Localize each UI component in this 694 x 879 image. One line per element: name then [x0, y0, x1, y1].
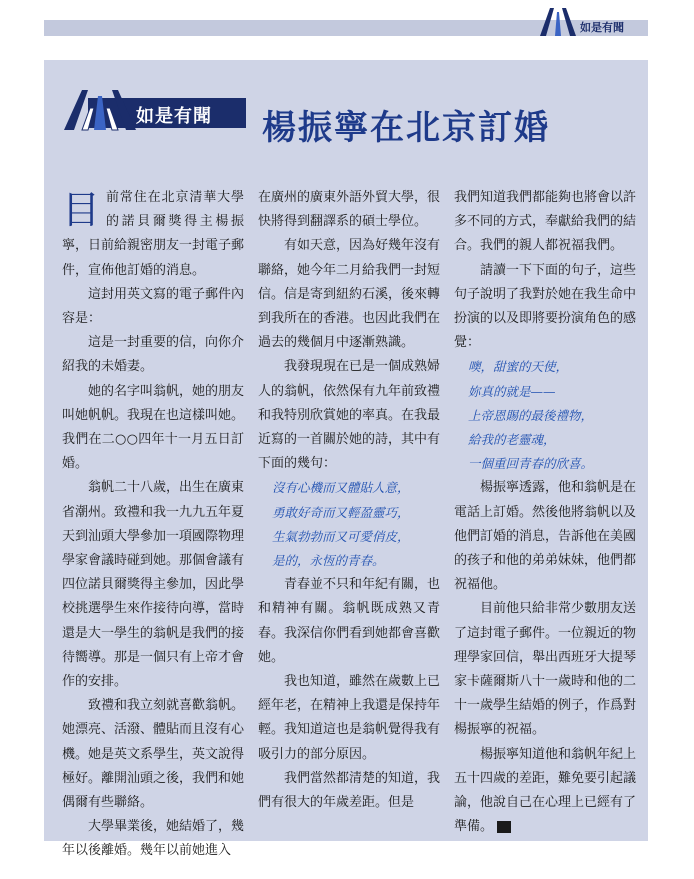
poem-line: 上帝恩賜的最後禮物， [468, 407, 594, 423]
paragraph: 我們當然都清楚的知道，我們有很大的年歲差距。但是 [258, 770, 441, 811]
paragraph: 在廣州的廣東外語外貿大學，很快將得到翻譯系的碩士學位。 [258, 190, 441, 230]
paragraph: 楊振寧透露，他和翁帆是在電話上訂婚。然後他將翁帆以及他們訂婚的消息，告訴他在美國的孩子和他的弟弟妹妹，他們都祝福他。 [454, 480, 637, 593]
section-logo-icon [60, 88, 140, 132]
section-badge [60, 88, 246, 132]
paragraph: 致禮和我立刻就喜歡翁帆。她漂亮、活潑、體貼而且沒有心機。她是英文系學生，英文說得極好。離開汕頭之後，我們和她偶爾有些聯絡。 [62, 698, 245, 811]
dropcap: 目 [62, 188, 101, 232]
paragraph: 有如天意，因為好幾年沒有聯絡，她今年二月給我們一封短信。信是寄到紐約石溪，後來轉到我所在的香港。也因此我們在過去的幾個月中逐漸熟識。 [258, 238, 441, 351]
article-headline: 楊振寧在北京訂婚 [262, 108, 550, 148]
magazine-logo-icon [538, 6, 578, 38]
paragraph: 大學畢業後，她結婚了，幾年以後離婚。幾年以前她進入 [62, 819, 245, 859]
article-column-2 [258, 186, 440, 815]
poem-line: 沒有心機而又體貼人意， [272, 480, 410, 496]
article-column-3 [454, 186, 636, 839]
poem-line: 妳真的就是—— [468, 383, 556, 399]
paragraph: 這封用英文寫的電子郵件內容是： [62, 286, 245, 327]
running-header-logo [538, 6, 648, 38]
paragraph: 請讀一下下面的句子，這些句子說明了我對於她在我生命中扮演的以及即將要扮演角色的感覺： [454, 262, 637, 351]
section-badge-label: 如是有聞 [136, 106, 212, 127]
paragraph: 我發現現在已是一個成熟婦人的翁帆，依然保有九年前致禮和我特別欣賞她的率真。在我最近寫的一首關於她的詩，其中有下面的幾句： [258, 359, 441, 472]
poem-line: 勇敢好奇而又輕盈靈巧， [272, 504, 410, 520]
poem-line: 生氣勃勃而又可愛俏皮， [272, 528, 410, 544]
paragraph: 目前他只給非常少數朋友送了這封電子郵件。一位親近的物理學家回信，舉出西班牙大提琴家卡薩爾斯八十一歲時和他的二十一歲學生結婚的例子，作爲對楊振寧的祝福。 [454, 601, 637, 738]
paragraph: 我們知道我們都能夠也將會以許多不同的方式，奉獻給我們的結合。我們的親人都祝福我們。 [454, 190, 637, 254]
poem-line: 一個重回青春的欣喜。 [468, 456, 594, 472]
paragraph: 翁帆二十八歲，出生在廣東省潮州。致禮和我一九九五年夏天到汕頭大學參加一項國際物理學家會議時碰到她。那個會議有四位諾貝爾獎得主參加，因此學校挑選學生來作接待向導，當時還是大一學生的翁帆是我們的接待嚮導。那是一個只有上帝才會作的安排。 [62, 480, 245, 690]
end-of-article-icon [497, 821, 511, 833]
poem-line: 是的，永恆的青春。 [272, 553, 385, 569]
article-column-1 [62, 186, 244, 864]
poem-block [258, 476, 440, 573]
paragraph: 青春並不只和年紀有關，也和精神有關。翁帆既成熟又青春。我深信你們看到她都會喜歡她。 [258, 577, 441, 665]
running-header-section: 如是有聞 [580, 21, 624, 34]
poem-line: 給我的老靈魂， [468, 432, 556, 448]
paragraph: 這是一封重要的信，向你介紹我的未婚妻。 [62, 335, 245, 375]
paragraph: 我也知道，雖然在歲數上已經年老，在精神上我還是保持年輕。我知道這也是翁帆覺得我有吸引力的部分原因。 [258, 674, 441, 762]
paragraph: 她的名字叫翁帆，她的朋友叫她帆帆。我現在也這樣叫她。我們在二○○四年十一月五日訂婚。 [62, 383, 245, 472]
poem-line: 噢，甜蜜的天使， [468, 359, 569, 375]
paragraph: 目前常住在北京清華大學的諾貝爾獎得主楊振寧，日前給親密朋友一封電子郵件，宣佈他訂婚的消息。 [62, 188, 245, 278]
paragraph: 楊振寧知道他和翁帆年紀上五十四歲的差距，難免要引起議論，他說自己在心理上已經有了準備。 [454, 746, 637, 835]
poem-block [454, 355, 636, 476]
